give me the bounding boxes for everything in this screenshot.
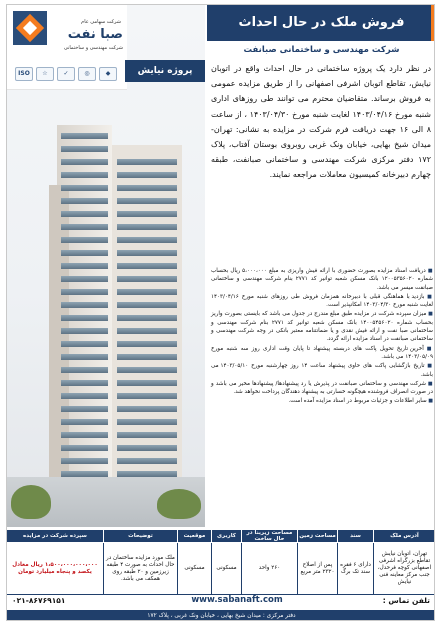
window-band: [117, 393, 177, 399]
cell-building-area: ۲۶۰ واحد: [242, 543, 298, 595]
tower-illustration: [47, 125, 197, 505]
page-title: فروش ملک در حال احداث: [207, 5, 435, 41]
window-band: [61, 133, 108, 139]
tree: [11, 485, 51, 519]
cert-icon: ◆: [99, 67, 117, 81]
cert-icon: ✓: [57, 67, 75, 81]
advertisement: [6, 4, 435, 621]
window-band: [61, 276, 108, 282]
window-band: [117, 172, 177, 178]
window-band: [117, 328, 177, 334]
window-band: [61, 211, 108, 217]
window-band: [61, 419, 108, 425]
logo-name: صبا نفت: [67, 27, 123, 42]
window-band: [61, 393, 108, 399]
window-band: [61, 250, 108, 256]
phone-number[interactable]: ۰۲۱-۸۶۷۶۹۱۵۱: [12, 596, 66, 605]
phone-label: تلفن تماس :: [382, 596, 430, 605]
window-band: [61, 224, 108, 230]
column-header: مساحت زیربنا در حال ساخت: [242, 530, 298, 543]
condition-item: ■ تاریخ بازگشایی پاکت های حاوی پیشنهاد ساعت ۱۴ روز چهارشنبه مورخ ۱۴۰۳/۰۵/۱۰ می باشد.: [211, 362, 433, 379]
window-band: [117, 354, 177, 360]
window-band: [117, 224, 177, 230]
tree: [157, 489, 201, 519]
window-band: [61, 263, 108, 269]
column-header: مساحت زمین: [298, 530, 338, 543]
column-header: سپرده شرکت در مزایده: [7, 530, 104, 543]
window-band: [61, 367, 108, 373]
window-band: [117, 289, 177, 295]
logo-top-text: شرکت سهامی عام: [81, 19, 121, 25]
footer-address: دفتر مرکزی : میدان شیخ بهایی ، خیابان ونک غربی ، پلاک ۱۷۲: [7, 610, 435, 621]
window-band: [61, 146, 108, 152]
condition-item: ■ دریافت اسناد مزایده بصورت حضوری با ارائه فیش واریزی به مبلغ ۵،۰۰۰،۰۰۰ ریال بحساب شماره ۱۲۰۰۵۳۵۶۰۲۰ بانک مسکن شعبه توانیر کد ۲۷۷۱ بنام شرکت مهندسی و ساختمانی صبانفت میسر می باشد.: [211, 267, 433, 292]
window-band: [117, 185, 177, 191]
column-header: سند: [338, 530, 374, 543]
cell-description: ملک مورد مزایده ساختمان در حال احداث به صورت ۴ طبقه زیرزمین و ۲۰ طبقه روی همکف می باشد.: [104, 543, 178, 595]
table-row: [7, 543, 436, 595]
window-band: [117, 341, 177, 347]
cell-address: تهران، اتوبان نیایش تقاطع بزرگراه اشرفی اصفهانی کوچه فرحدل، جنب مرکز معاینه فنی نیایش: [374, 543, 436, 595]
window-band: [61, 406, 108, 412]
project-tag: پروژه نیایش: [125, 60, 205, 82]
window-band: [61, 289, 108, 295]
window-band: [117, 380, 177, 386]
window-band: [117, 315, 177, 321]
window-band: [61, 328, 108, 334]
column-header: موقعیت: [178, 530, 212, 543]
window-band: [117, 237, 177, 243]
window-band: [117, 250, 177, 256]
window-band: [61, 341, 108, 347]
logo-subtitle: شرکت مهندسی و ساختمانی: [63, 45, 123, 51]
cell-land-area: پس از اصلاح ۲۳۲۰ متر مربع: [298, 543, 338, 595]
window-band: [61, 315, 108, 321]
window-band: [117, 432, 177, 438]
cert-icon: ☆: [36, 67, 54, 81]
condition-item: ■ سایر اطلاعات و جزئیات مربوط در اسناد مزایده آمده است.: [211, 397, 433, 405]
window-band: [61, 354, 108, 360]
window-band: [61, 458, 108, 464]
intro-text: در نظر دارد یک پروژه ساختمانی در حال احداث واقع در اتوبان نیایش، تقاطع اتوبان اشرفی اصفهانی را از طریق مزایده عمومی به فروش برساند. متقاضیان محترم می توانند طی روزهای اداری شنبه مورخ ۱۴۰۳/۰۴/۱۶ لغایت شنبه مورخ ۱۴۰۳/۰۴/۳۰ ، از ساعت ۸ الی ۱۶ جهت دریافت فرم شرکت در مزایده به نشانی: تهران- میدان شیخ بهایی، خیابان ونک غربی روبروی بوستان آفتاب، پلاک ۱۷۲ دفتر مرکزی شرکت مهندسی و ساختمانی صبانفت، طبقه چهارم دبیرخانه کمیسیون معاملات مراجعه نمایند.: [211, 64, 431, 180]
window-band: [117, 211, 177, 217]
window-band: [117, 367, 177, 373]
column-header: آدرس ملک: [374, 530, 436, 543]
cell-deposit: ۱،۵۰۰،۰۰۰،۰۰۰،۰۰۰ ریال معادل یکصد و پنجاه میلیارد تومان: [7, 543, 104, 595]
table-header-row: [7, 530, 436, 543]
window-band: [117, 159, 177, 165]
certificate-badges: [15, 67, 117, 81]
cell-location: مسکونی: [178, 543, 212, 595]
column-header: کاربری: [212, 530, 242, 543]
window-band: [61, 172, 108, 178]
window-band: [61, 432, 108, 438]
window-band: [61, 380, 108, 386]
cell-usage: مسکونی: [212, 543, 242, 595]
window-band: [117, 302, 177, 308]
condition-item: ■ میزان سپرده شرکت در مزایده طبق مبلغ مندرج در جدول می باشد که بایستی بصورت واریز بحساب شماره ۱۴۰۰۵۴۵۶۰۲۰ بانک مسکن شعبه توانیر کد ۲۷۷۱ بنام شرکت مهندسی و ساختمانی صبا نفت و ارائه فیش نقدی و یا ضمانتنامه معتبر بانکی در وجه شرکت مهندسی و ساختمانی صبانفت در اسناد مزایده ارائه گردد.: [211, 310, 433, 343]
condition-item: ■ آخرین تاریخ تحویل پاکت های دربسته پیشنهاد تا پایان وقت اداری روز سه شنبه مورخ ۱۴۰۳/۰۵/۰۹ می باشد.: [211, 345, 433, 362]
cell-deed: دارای ۶ فقره سند تک برگ: [338, 543, 374, 595]
column-header: توضیحات: [104, 530, 178, 543]
window-band: [61, 237, 108, 243]
window-band: [117, 419, 177, 425]
window-band: [117, 276, 177, 282]
window-band: [117, 406, 177, 412]
window-band: [117, 445, 177, 451]
window-band: [117, 263, 177, 269]
window-band: [61, 159, 108, 165]
window-band: [117, 198, 177, 204]
cert-icon: ◎: [78, 67, 96, 81]
window-band: [117, 458, 177, 464]
auction-table: [7, 529, 435, 594]
window-band: [61, 185, 108, 191]
condition-item: ■ بازدید با هماهنگی قبلی با دبیرخانه همزمان فروش طی روزهای شنبه مورخ ۱۴۰۳/۰۴/۱۶ لغایت شنبه مورخ ۱۴۰۳/۰۴/۳۰ امکانپذیر است.: [211, 293, 433, 310]
website-link[interactable]: www.sabanaft.com: [191, 595, 283, 605]
window-band: [61, 198, 108, 204]
condition-item: ■ شرکت مهندسی و ساختمانی صبانفت در پذیرش یا رد پیشنهادها/ پیشنهادها مخیر می باشد و در صورت انصراف فروشنده هیچگونه خسارتی به پیشنهاد دهندگان پرداخت نخواهد شد.: [211, 380, 433, 397]
window-band: [61, 302, 108, 308]
company-heading: شرکت مهندسی و ساختمانی صبانفت: [243, 45, 400, 55]
logo-mark-icon: [13, 11, 47, 45]
cert-icon: ISO: [15, 67, 33, 81]
company-logo: [7, 5, 127, 90]
conditions-list: [211, 267, 433, 407]
window-band: [61, 445, 108, 451]
